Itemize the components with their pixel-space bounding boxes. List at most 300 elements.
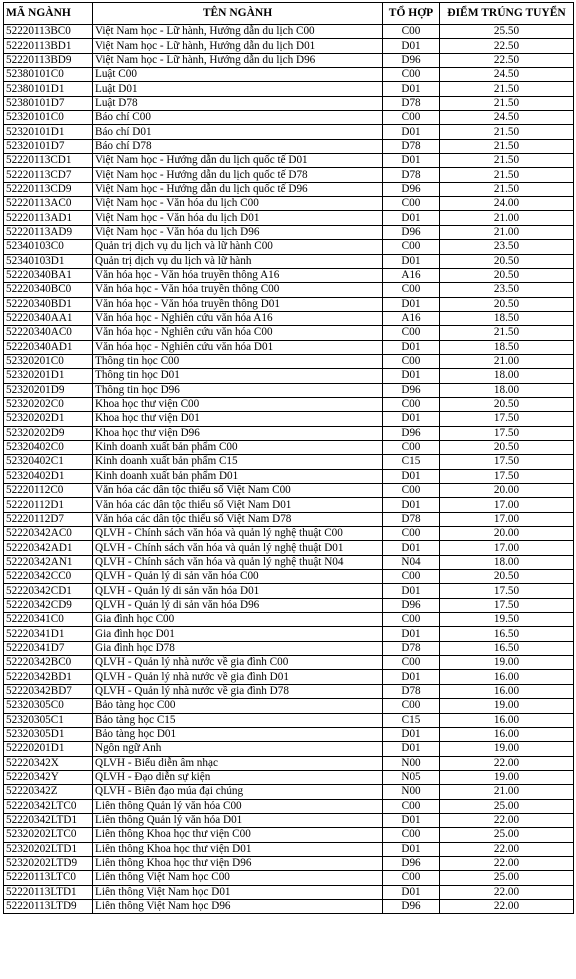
admission-score-cell: 18.00 xyxy=(440,555,574,569)
major-name-cell: QLVH - Quản lý nhà nước về gia đình D01 xyxy=(93,670,383,684)
major-name-cell: Việt Nam học - Hướng dẫn du lịch quốc tế D01 xyxy=(93,154,383,168)
admission-score-cell: 22.50 xyxy=(440,39,574,53)
major-name-cell: Việt Nam học - Văn hóa du lịch C00 xyxy=(93,197,383,211)
subject-group-cell: D96 xyxy=(383,899,440,913)
subject-group-cell: C00 xyxy=(383,68,440,82)
subject-group-cell: C15 xyxy=(383,713,440,727)
major-code-cell: 52220113BD9 xyxy=(4,53,93,67)
table-row xyxy=(4,25,574,39)
major-code-cell: 52220342Z xyxy=(4,785,93,799)
admission-score-cell: 18.50 xyxy=(440,340,574,354)
subject-group-cell: C00 xyxy=(383,871,440,885)
major-name-cell: Thông tin học D96 xyxy=(93,383,383,397)
table-row xyxy=(4,742,574,756)
table-row xyxy=(4,770,574,784)
subject-group-cell: D01 xyxy=(383,369,440,383)
admission-score-cell: 23.50 xyxy=(440,240,574,254)
admission-score-cell: 17.50 xyxy=(440,584,574,598)
subject-group-cell: D78 xyxy=(383,168,440,182)
subject-group-cell: C00 xyxy=(383,240,440,254)
subject-group-cell: D01 xyxy=(383,813,440,827)
major-code-cell: 52220342CD1 xyxy=(4,584,93,598)
major-name-cell: QLVH - Quản lý di sản văn hóa D01 xyxy=(93,584,383,598)
major-code-cell: 52320202D9 xyxy=(4,426,93,440)
major-name-cell: Luật D78 xyxy=(93,96,383,110)
table-row xyxy=(4,756,574,770)
header-row xyxy=(4,3,574,25)
admission-score-cell: 17.00 xyxy=(440,512,574,526)
admission-score-cell: 20.00 xyxy=(440,484,574,498)
major-code-cell: 52320202C0 xyxy=(4,397,93,411)
major-name-cell: Quản trị dịch vụ du lịch và lữ hành xyxy=(93,254,383,268)
major-code-cell: 52220113LTD9 xyxy=(4,899,93,913)
table-row xyxy=(4,182,574,196)
admission-score-cell: 18.00 xyxy=(440,383,574,397)
subject-group-cell: D96 xyxy=(383,383,440,397)
subject-group-cell: C00 xyxy=(383,484,440,498)
major-code-cell: 52220112D1 xyxy=(4,498,93,512)
major-code-cell: 52320402D1 xyxy=(4,469,93,483)
table-row xyxy=(4,613,574,627)
admission-score-cell: 16.50 xyxy=(440,627,574,641)
major-code-cell: 52340103D1 xyxy=(4,254,93,268)
major-name-cell: Bảo tàng học C00 xyxy=(93,699,383,713)
major-code-cell: 52320305D1 xyxy=(4,727,93,741)
table-row xyxy=(4,139,574,153)
major-code-cell: 52220112D7 xyxy=(4,512,93,526)
major-code-cell: 52220342AN1 xyxy=(4,555,93,569)
subject-group-cell: D01 xyxy=(383,297,440,311)
table-row xyxy=(4,111,574,125)
major-name-cell: Quản trị dịch vụ du lịch và lữ hành C00 xyxy=(93,240,383,254)
table-row xyxy=(4,297,574,311)
major-name-cell: QLVH - Biểu diễn âm nhạc xyxy=(93,756,383,770)
admission-score-cell: 21.50 xyxy=(440,82,574,96)
subject-group-cell: C00 xyxy=(383,656,440,670)
major-name-cell: Việt Nam học - Lữ hành, Hướng dẫn du lịch C00 xyxy=(93,25,383,39)
major-name-cell: Liên thông Khoa học thư viện D96 xyxy=(93,856,383,870)
subject-group-cell: N00 xyxy=(383,785,440,799)
admission-score-cell: 16.50 xyxy=(440,641,574,655)
major-code-cell: 52220113LTC0 xyxy=(4,871,93,885)
header-admission-score: ĐIỂM TRÚNG TUYỂN xyxy=(440,3,574,25)
major-code-cell: 52220340BC0 xyxy=(4,283,93,297)
table-row xyxy=(4,254,574,268)
admission-score-cell: 20.50 xyxy=(440,268,574,282)
major-code-cell: 52220340AA1 xyxy=(4,311,93,325)
table-row xyxy=(4,627,574,641)
header-major-code: MÃ NGÀNH xyxy=(4,3,93,25)
major-code-cell: 52220342LTC0 xyxy=(4,799,93,813)
admission-score-cell: 23.50 xyxy=(440,283,574,297)
admission-score-cell: 20.50 xyxy=(440,397,574,411)
major-name-cell: Gia đình học C00 xyxy=(93,613,383,627)
table-row xyxy=(4,354,574,368)
table-row xyxy=(4,125,574,139)
major-code-cell: 52220341C0 xyxy=(4,613,93,627)
table-row xyxy=(4,512,574,526)
major-name-cell: Ngôn ngữ Anh xyxy=(93,742,383,756)
admission-score-cell: 18.50 xyxy=(440,311,574,325)
table-row xyxy=(4,670,574,684)
subject-group-cell: D01 xyxy=(383,254,440,268)
table-row xyxy=(4,541,574,555)
subject-group-cell: D01 xyxy=(383,627,440,641)
admission-score-cell: 22.00 xyxy=(440,756,574,770)
header-subject-group: TỔ HỢP xyxy=(383,3,440,25)
subject-group-cell: D01 xyxy=(383,584,440,598)
subject-group-cell: D01 xyxy=(383,541,440,555)
table-row xyxy=(4,154,574,168)
major-name-cell: Báo chí D01 xyxy=(93,125,383,139)
table-row xyxy=(4,484,574,498)
major-name-cell: Liên thông Khoa học thư viện D01 xyxy=(93,842,383,856)
table-row xyxy=(4,828,574,842)
admission-score-cell: 19.00 xyxy=(440,770,574,784)
major-code-cell: 52320305C1 xyxy=(4,713,93,727)
table-row xyxy=(4,383,574,397)
major-name-cell: Văn hóa học - Văn hóa truyền thông C00 xyxy=(93,283,383,297)
major-name-cell: Văn hóa học - Văn hóa truyền thông D01 xyxy=(93,297,383,311)
subject-group-cell: C00 xyxy=(383,397,440,411)
table-row xyxy=(4,412,574,426)
admission-score-cell: 24.00 xyxy=(440,197,574,211)
subject-group-cell: D01 xyxy=(383,498,440,512)
table-row xyxy=(4,369,574,383)
subject-group-cell: D01 xyxy=(383,727,440,741)
table-row xyxy=(4,813,574,827)
subject-group-cell: C15 xyxy=(383,455,440,469)
admission-score-cell: 17.00 xyxy=(440,498,574,512)
table-row xyxy=(4,283,574,297)
major-code-cell: 52220113CD1 xyxy=(4,154,93,168)
admission-score-cell: 17.50 xyxy=(440,455,574,469)
admission-score-cell: 20.50 xyxy=(440,570,574,584)
major-name-cell: Liên thông Quản lý văn hóa D01 xyxy=(93,813,383,827)
admission-score-cell: 17.50 xyxy=(440,598,574,612)
admission-score-cell: 21.50 xyxy=(440,96,574,110)
subject-group-cell: A16 xyxy=(383,311,440,325)
table-row xyxy=(4,39,574,53)
table-row xyxy=(4,197,574,211)
major-code-cell: 52220113LTD1 xyxy=(4,885,93,899)
table-row xyxy=(4,727,574,741)
major-name-cell: Khoa học thư viện D96 xyxy=(93,426,383,440)
major-name-cell: Bảo tàng học D01 xyxy=(93,727,383,741)
major-code-cell: 52220342AD1 xyxy=(4,541,93,555)
table-row xyxy=(4,168,574,182)
table-row xyxy=(4,570,574,584)
table-row xyxy=(4,440,574,454)
table-row xyxy=(4,397,574,411)
major-code-cell: 52220113CD7 xyxy=(4,168,93,182)
admission-score-cell: 22.00 xyxy=(440,842,574,856)
major-name-cell: Liên thông Việt Nam học C00 xyxy=(93,871,383,885)
subject-group-cell: D01 xyxy=(383,82,440,96)
major-code-cell: 52220113CD9 xyxy=(4,182,93,196)
table-row xyxy=(4,268,574,282)
table-body xyxy=(4,25,574,914)
major-name-cell: QLVH - Quản lý nhà nước về gia đình D78 xyxy=(93,684,383,698)
major-code-cell: 52320101D7 xyxy=(4,139,93,153)
admission-score-cell: 25.00 xyxy=(440,799,574,813)
table-row xyxy=(4,899,574,913)
admission-score-cell: 16.00 xyxy=(440,713,574,727)
table-row xyxy=(4,426,574,440)
major-code-cell: 52320201D1 xyxy=(4,369,93,383)
major-code-cell: 52220342BD1 xyxy=(4,670,93,684)
major-name-cell: Thông tin học D01 xyxy=(93,369,383,383)
major-code-cell: 52220113BC0 xyxy=(4,25,93,39)
subject-group-cell: D96 xyxy=(383,598,440,612)
table-row xyxy=(4,311,574,325)
subject-group-cell: D01 xyxy=(383,885,440,899)
major-name-cell: Văn hóa các dân tộc thiểu số Việt Nam D78 xyxy=(93,512,383,526)
admission-score-cell: 25.00 xyxy=(440,871,574,885)
admission-score-cell: 19.00 xyxy=(440,699,574,713)
table-row xyxy=(4,469,574,483)
admission-score-cell: 21.50 xyxy=(440,326,574,340)
major-code-cell: 52220113BD1 xyxy=(4,39,93,53)
major-name-cell: Liên thông Việt Nam học D96 xyxy=(93,899,383,913)
major-name-cell: Việt Nam học - Lữ hành, Hướng dẫn du lịch D01 xyxy=(93,39,383,53)
admission-score-cell: 21.50 xyxy=(440,154,574,168)
major-name-cell: Thông tin học C00 xyxy=(93,354,383,368)
admission-score-cell: 19.00 xyxy=(440,656,574,670)
table-row xyxy=(4,856,574,870)
subject-group-cell: C00 xyxy=(383,799,440,813)
major-code-cell: 52340103C0 xyxy=(4,240,93,254)
major-name-cell: Việt Nam học - Văn hóa du lịch D96 xyxy=(93,225,383,239)
major-code-cell: 52320202LTC0 xyxy=(4,828,93,842)
major-name-cell: Liên thông Quản lý văn hóa C00 xyxy=(93,799,383,813)
major-code-cell: 52320201D9 xyxy=(4,383,93,397)
major-name-cell: Văn hóa học - Nghiên cứu văn hóa A16 xyxy=(93,311,383,325)
major-code-cell: 52320402C1 xyxy=(4,455,93,469)
major-code-cell: 52220342AC0 xyxy=(4,527,93,541)
major-name-cell: Báo chí D78 xyxy=(93,139,383,153)
major-name-cell: Gia đình học D01 xyxy=(93,627,383,641)
major-name-cell: Khoa học thư viện D01 xyxy=(93,412,383,426)
major-name-cell: Kinh doanh xuất bản phẩm D01 xyxy=(93,469,383,483)
subject-group-cell: D78 xyxy=(383,96,440,110)
subject-group-cell: D01 xyxy=(383,211,440,225)
major-code-cell: 52220201D1 xyxy=(4,742,93,756)
subject-group-cell: D01 xyxy=(383,340,440,354)
major-name-cell: Văn hóa các dân tộc thiểu số Việt Nam C00 xyxy=(93,484,383,498)
table-row xyxy=(4,871,574,885)
subject-group-cell: C00 xyxy=(383,283,440,297)
subject-group-cell: A16 xyxy=(383,268,440,282)
table-row xyxy=(4,641,574,655)
major-code-cell: 52220342BC0 xyxy=(4,656,93,670)
admission-score-cell: 25.00 xyxy=(440,828,574,842)
major-name-cell: Việt Nam học - Hướng dẫn du lịch quốc tế D78 xyxy=(93,168,383,182)
admission-score-cell: 19.50 xyxy=(440,613,574,627)
admission-score-cell: 20.00 xyxy=(440,527,574,541)
subject-group-cell: N05 xyxy=(383,770,440,784)
table-row xyxy=(4,598,574,612)
major-code-cell: 52220342X xyxy=(4,756,93,770)
subject-group-cell: D01 xyxy=(383,154,440,168)
table-row xyxy=(4,68,574,82)
subject-group-cell: D01 xyxy=(383,469,440,483)
admission-score-cell: 18.00 xyxy=(440,369,574,383)
table-row xyxy=(4,340,574,354)
major-name-cell: Luật D01 xyxy=(93,82,383,96)
admission-score-cell: 21.00 xyxy=(440,354,574,368)
major-name-cell: Văn hóa học - Văn hóa truyền thông A16 xyxy=(93,268,383,282)
table-row xyxy=(4,498,574,512)
subject-group-cell: C00 xyxy=(383,111,440,125)
major-name-cell: Bảo tàng học C15 xyxy=(93,713,383,727)
major-code-cell: 52220342LTD1 xyxy=(4,813,93,827)
subject-group-cell: D96 xyxy=(383,856,440,870)
major-name-cell: Liên thông Việt Nam học D01 xyxy=(93,885,383,899)
admission-score-cell: 17.50 xyxy=(440,469,574,483)
subject-group-cell: D78 xyxy=(383,512,440,526)
subject-group-cell: D01 xyxy=(383,742,440,756)
major-name-cell: Kinh doanh xuất bản phẩm C15 xyxy=(93,455,383,469)
subject-group-cell: D01 xyxy=(383,412,440,426)
major-name-cell: Khoa học thư viện C00 xyxy=(93,397,383,411)
subject-group-cell: C00 xyxy=(383,354,440,368)
admission-score-cell: 20.50 xyxy=(440,440,574,454)
major-name-cell: QLVH - Đạo diễn sự kiện xyxy=(93,770,383,784)
table-row xyxy=(4,656,574,670)
major-name-cell: Văn hóa các dân tộc thiểu số Việt Nam D01 xyxy=(93,498,383,512)
major-name-cell: Việt Nam học - Văn hóa du lịch D01 xyxy=(93,211,383,225)
major-code-cell: 52220113AC0 xyxy=(4,197,93,211)
major-name-cell: Văn hóa học - Nghiên cứu văn hóa D01 xyxy=(93,340,383,354)
major-code-cell: 52380101D1 xyxy=(4,82,93,96)
subject-group-cell: D96 xyxy=(383,53,440,67)
table-row xyxy=(4,527,574,541)
table-row xyxy=(4,842,574,856)
admission-score-cell: 16.00 xyxy=(440,670,574,684)
major-code-cell: 52320202LTD1 xyxy=(4,842,93,856)
major-name-cell: QLVH - Chính sách văn hóa và quản lý nghệ thuật C00 xyxy=(93,527,383,541)
admission-score-cell: 22.00 xyxy=(440,899,574,913)
subject-group-cell: D78 xyxy=(383,641,440,655)
admission-score-cell: 16.00 xyxy=(440,727,574,741)
table-row xyxy=(4,555,574,569)
subject-group-cell: C00 xyxy=(383,828,440,842)
admission-score-cell: 20.50 xyxy=(440,297,574,311)
major-code-cell: 52220112C0 xyxy=(4,484,93,498)
subject-group-cell: D96 xyxy=(383,225,440,239)
major-code-cell: 52320101C0 xyxy=(4,111,93,125)
table-row xyxy=(4,225,574,239)
admission-score-cell: 19.00 xyxy=(440,742,574,756)
major-code-cell: 52220341D7 xyxy=(4,641,93,655)
admission-score-cell: 21.50 xyxy=(440,168,574,182)
subject-group-cell: C00 xyxy=(383,613,440,627)
admission-score-cell: 24.50 xyxy=(440,111,574,125)
admission-score-cell: 21.00 xyxy=(440,785,574,799)
major-code-cell: 52220342BD7 xyxy=(4,684,93,698)
subject-group-cell: N00 xyxy=(383,756,440,770)
table-row xyxy=(4,240,574,254)
subject-group-cell: C00 xyxy=(383,25,440,39)
table-row xyxy=(4,785,574,799)
subject-group-cell: D96 xyxy=(383,182,440,196)
admission-score-cell: 20.50 xyxy=(440,254,574,268)
admission-score-cell: 16.00 xyxy=(440,684,574,698)
table-row xyxy=(4,96,574,110)
major-code-cell: 52220113AD9 xyxy=(4,225,93,239)
major-code-cell: 52320202D1 xyxy=(4,412,93,426)
subject-group-cell: D01 xyxy=(383,39,440,53)
subject-group-cell: C00 xyxy=(383,197,440,211)
admission-score-cell: 17.00 xyxy=(440,541,574,555)
table-row xyxy=(4,211,574,225)
table-row xyxy=(4,699,574,713)
table-row xyxy=(4,53,574,67)
major-name-cell: QLVH - Quản lý nhà nước về gia đình C00 xyxy=(93,656,383,670)
table-row xyxy=(4,584,574,598)
admission-scores-table xyxy=(3,2,574,914)
major-name-cell: Văn hóa học - Nghiên cứu văn hóa C00 xyxy=(93,326,383,340)
major-name-cell: Kinh doanh xuất bản phẩm C00 xyxy=(93,440,383,454)
subject-group-cell: C00 xyxy=(383,440,440,454)
subject-group-cell: C00 xyxy=(383,699,440,713)
subject-group-cell: D01 xyxy=(383,125,440,139)
admission-score-cell: 21.00 xyxy=(440,225,574,239)
major-code-cell: 52220342CD9 xyxy=(4,598,93,612)
major-name-cell: QLVH - Quản lý di sản văn hóa D96 xyxy=(93,598,383,612)
major-name-cell: Gia đình học D78 xyxy=(93,641,383,655)
major-name-cell: Việt Nam học - Lữ hành, Hướng dẫn du lịch D96 xyxy=(93,53,383,67)
major-code-cell: 52320305C0 xyxy=(4,699,93,713)
major-code-cell: 52220342CC0 xyxy=(4,570,93,584)
subject-group-cell: D78 xyxy=(383,684,440,698)
major-code-cell: 52320202LTD9 xyxy=(4,856,93,870)
major-code-cell: 52320201C0 xyxy=(4,354,93,368)
major-name-cell: Việt Nam học - Hướng dẫn du lịch quốc tế D96 xyxy=(93,182,383,196)
subject-group-cell: D01 xyxy=(383,670,440,684)
major-code-cell: 52320101D1 xyxy=(4,125,93,139)
table-row xyxy=(4,885,574,899)
major-code-cell: 52220340AC0 xyxy=(4,326,93,340)
major-code-cell: 52220342Y xyxy=(4,770,93,784)
admission-score-cell: 17.50 xyxy=(440,426,574,440)
subject-group-cell: C00 xyxy=(383,326,440,340)
admission-score-cell: 22.00 xyxy=(440,813,574,827)
major-name-cell: QLVH - Chính sách văn hóa và quản lý nghệ thuật N04 xyxy=(93,555,383,569)
admission-score-cell: 21.50 xyxy=(440,139,574,153)
major-name-cell: Báo chí C00 xyxy=(93,111,383,125)
major-code-cell: 52220340BA1 xyxy=(4,268,93,282)
table-row xyxy=(4,684,574,698)
major-name-cell: QLVH - Chính sách văn hóa và quản lý nghệ thuật D01 xyxy=(93,541,383,555)
major-code-cell: 52380101C0 xyxy=(4,68,93,82)
subject-group-cell: D96 xyxy=(383,426,440,440)
major-code-cell: 52380101D7 xyxy=(4,96,93,110)
major-name-cell: Liên thông Khoa học thư viện C00 xyxy=(93,828,383,842)
major-code-cell: 52220340AD1 xyxy=(4,340,93,354)
subject-group-cell: D78 xyxy=(383,139,440,153)
admission-score-cell: 22.00 xyxy=(440,885,574,899)
admission-score-cell: 24.50 xyxy=(440,68,574,82)
admission-score-cell: 17.50 xyxy=(440,412,574,426)
table-row xyxy=(4,455,574,469)
major-name-cell: QLVH - Quản lý di sản văn hóa C00 xyxy=(93,570,383,584)
major-code-cell: 52320402C0 xyxy=(4,440,93,454)
admission-score-cell: 21.50 xyxy=(440,182,574,196)
table-row xyxy=(4,713,574,727)
major-code-cell: 52220340BD1 xyxy=(4,297,93,311)
